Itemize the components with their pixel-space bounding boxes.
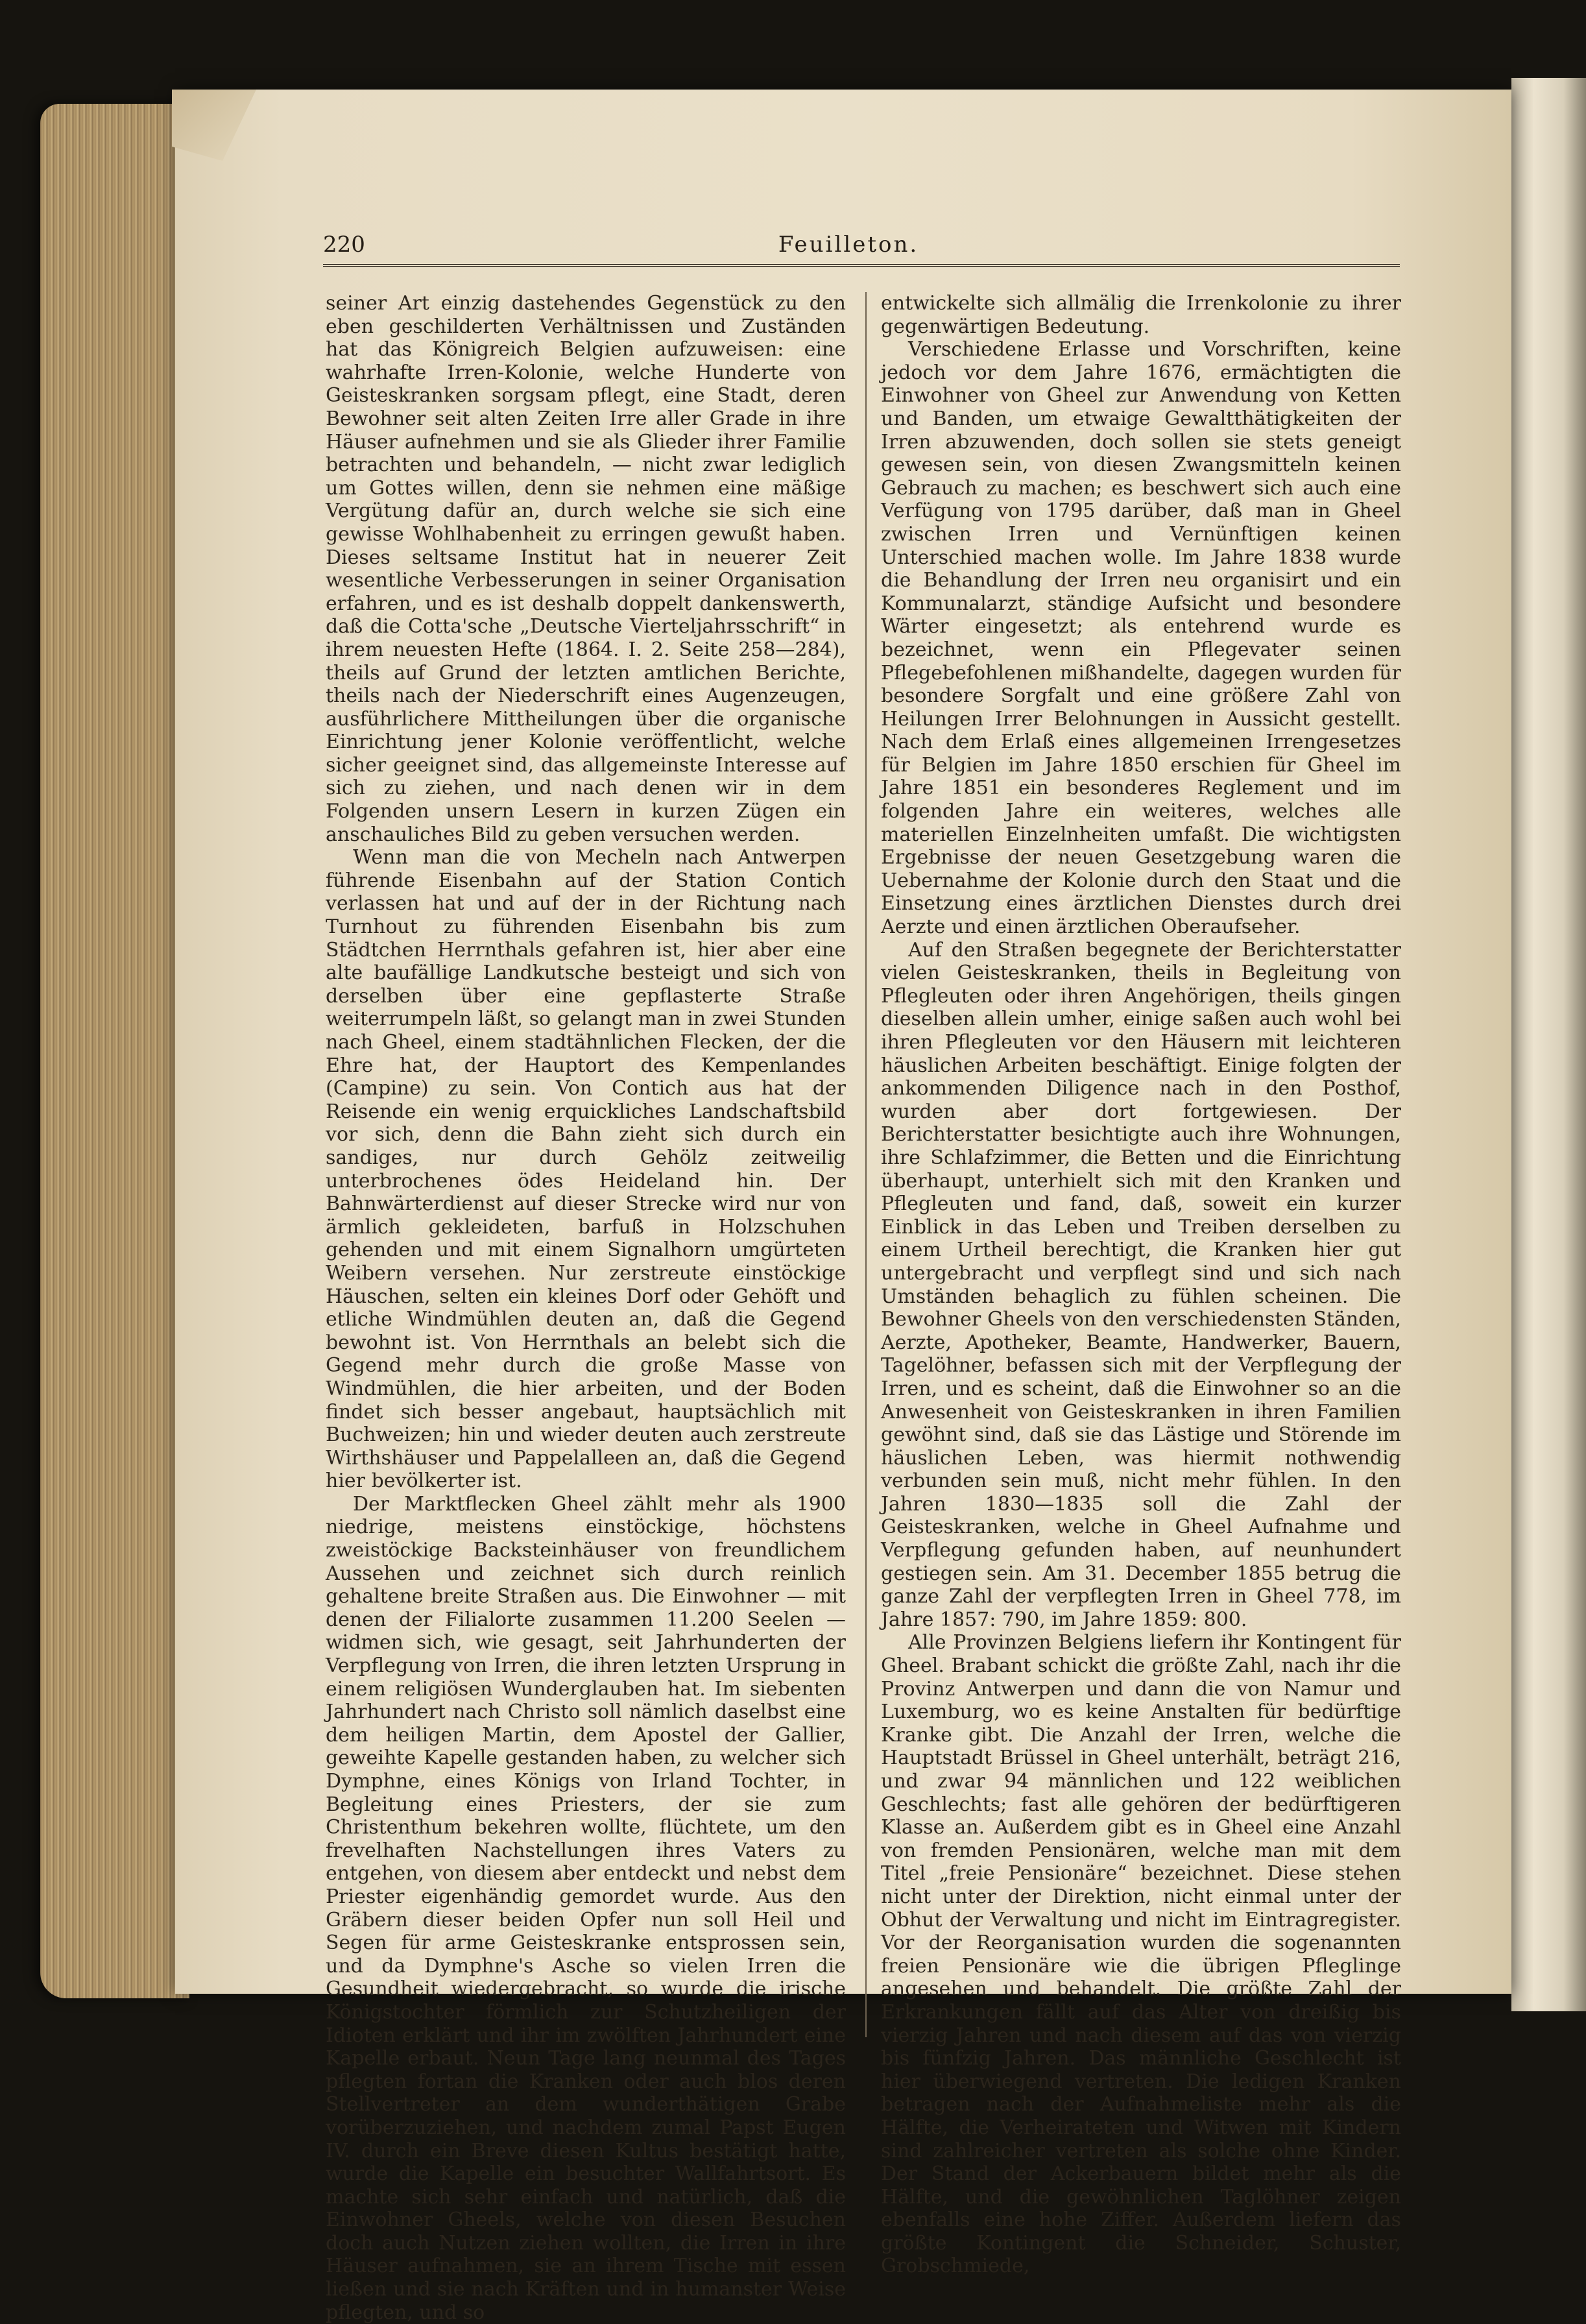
running-title: Feuilleton. (778, 232, 919, 258)
text-column-left (326, 292, 846, 2324)
paragraph: Der Marktflecken Gheel zählt mehr als 1900 niedrige, meistens einstöckige, höchstens zweistöckige Backsteinhäuser von freundlichem Aussehen und zeichnet sich durch reinlich gehaltene breite Straßen aus. Die Einwohner — mit denen der Filialorte zusammen 11.200 Seelen — widmen sich, wie gesagt, seit Jahrhunderten der Verpflegung von Irren, die ihren letzten Ursprung in einem religiösen Wunderglauben hat. Im siebenten Jahrhundert nach Christo soll nämlich daselbst eine dem heiligen Martin, dem Apostel der Gallier, geweihte Kapelle gestanden haben, zu welcher sich Dymphne, eines Königs von Irland Tochter, in Begleitung eines Priesters, der sie zum Christenthum bekehren wollte, flüchtete, um den frevelhaften Nachstellungen ihres Vaters zu entgehen, von diesem aber entdeckt und nebst dem Priester eigenhändig gemordet wurde. Aus den Gräbern dieser beiden Opfer nun soll Heil und Segen für arme Geisteskranke entsprossen sein, und da Dymphne's Asche so vielen Irren die Gesundheit wiedergebracht, so wurde die irische Königstochter förmlich zur Schutzheiligen der Idioten erklärt und ihr im zwölften Jahrhundert eine Kapelle erbaut. Neun Tage lang neunmal des Tages pflegten fortan die Kranken oder auch blos deren Stellvertreter an dem wunderthätigen Grabe vorüberzuziehen, und nachdem zumal Papst Eugen IV. durch ein Breve diesen Kultus bestätigt hatte, wurde die Kapelle ein besuchter Wallfahrtsort. Es machte sich sehr einfach und natürlich, daß die Einwohner Gheels, welche von diesen Besuchen doch auch Nutzen ziehen wollten, die Irren in ihre Häuser aufnahmen, sie an ihrem Tische mit essen ließen und sie nach Kräften und in humanster Weise pflegten, und so (326, 1492, 846, 2324)
paragraph: entwickelte sich allmälig die Irrenkolonie zu ihrer gegenwärtigen Bedeutung. (881, 292, 1401, 338)
paragraph: Wenn man die von Mecheln nach Antwerpen führende Eisenbahn auf der Station Contich verlassen hat und auf der in der Richtung nach Turnhout zu führenden Eisenbahn bis zum Städtchen Herrnthals gefahren ist, hier aber eine alte baufällige Landkutsche besteigt und sich von derselben über eine gepflasterte Straße weiterrumpeln läßt, so gelangt man in zwei Stunden nach Gheel, einem stadtähnlichen Flecken, der die Ehre hat, der Hauptort des Kempenlandes (Campine) zu sein. Von Contich aus hat der Reisende ein wenig erquickliches Landschaftsbild vor sich, denn die Bahn zieht sich durch ein sandiges, nur durch Gehölz zeitweilig unterbrochenes ödes Heideland hin. Der Bahnwärterdienst auf dieser Strecke wird nur von ärmlich gekleideten, barfuß in Holzschuhen gehenden und mit einem Signalhorn umgürteten Weibern versehen. Nur zerstreute einstöckige Häuschen, selten ein kleines Dorf oder Gehöft und etliche Windmühlen deuten an, daß die Gegend bewohnt ist. Von Herrnthals an belebt sich die Gegend mehr durch die große Masse von Windmühlen, die hier arbeiten, und der Boden findet sich besser angebaut, hauptsächlich mit Buchweizen; hin und wieder deuten auch zerstreute Wirthshäuser und Pappelalleen an, daß die Gegend hier bevölkerter ist. (326, 846, 846, 1493)
paragraph: Verschiedene Erlasse und Vorschriften, keine jedoch vor dem Jahre 1676, ermächtigten die Einwohner von Gheel zur Anwendung von Ketten und Banden, um etwaige Gewaltthätigkeiten der Irren abzuwenden, doch sollen sie stets geneigt gewesen sein, von diesen Zwangsmitteln keinen Gebrauch zu machen; es beschwert sich auch eine Verfügung von 1795 darüber, daß man in Gheel zwischen Irren und Vernünftigen keinen Unterschied machen wolle. Im Jahre 1838 wurde die Behandlung der Irren neu organisirt und ein Kommunalarzt, ständige Aufsicht und besondere Wärter eingesetzt; als entehrend wurde es bezeichnet, wenn ein Pflegevater seinen Pflegebefohlenen mißhandelte, dagegen wurden für besondere Sorgfalt und eine größere Zahl von Heilungen Irrer Belohnungen in Aussicht gestellt. Nach dem Erlaß eines allgemeinen Irrengesetzes für Belgien im Jahre 1850 erschien für Gheel im Jahre 1851 ein besonderes Reglement und im folgenden Jahre ein weiteres, welches alle materiellen Einzelnheiten umfaßt. Die wichtigsten Ergebnisse der neuen Gesetzgebung waren die Uebernahme der Kolonie durch den Staat und die Einsetzung eines ärztlichen Dienstes durch drei Aerzte und einen ärztlichen Oberaufseher. (881, 338, 1401, 939)
page-number: 220 (323, 232, 365, 258)
facing-page-edge (1511, 78, 1586, 2011)
paragraph: Alle Provinzen Belgiens liefern ihr Kontingent für Gheel. Brabant schickt die größte Zahl, nach ihr die Provinz Antwerpen und dann die von Namur und Luxemburg, wo es keine Anstalten für bedürftige Kranke gibt. Die Anzahl der Irren, welche die Hauptstadt Brüssel in Gheel unterhält, beträgt 216, und zwar 94 männlichen und 122 weiblichen Geschlechts; fast alle gehören der bedürftigeren Klasse an. Außerdem gibt es in Gheel eine Anzahl von fremden Pensionären, welche man mit dem Titel „freie Pensionäre“ bezeichnet. Diese stehen nicht unter der Direktion, nicht einmal unter der Obhut der Verwaltung und nicht im Eintragregister. Vor der Reorganisation wurden die sogenannten freien Pensionäre wie die übrigen Pfleglinge angesehen und behandelt. Die größte Zahl der Erkrankungen fällt auf das Alter von dreißig bis vierzig Jahren und nach diesem auf das von vierzig bis fünfzig Jahren. Das männliche Geschlecht ist hier überwiegend vertreten. Die ledigen Kranken betragen nach der Aufnahmeliste mehr als die Hälfte, die Verheirateten und Witwen mit Kindern sind zahlreicher vertreten als solche ohne Kinder. Der Stand der Ackerbauern bildet mehr als die Hälfte, und die gewöhnlichen Taglöhner zeigen ebenfalls eine hohe Ziffer. Außerdem liefern das größte Kontingent die Schneider, Schuster, Grobschmiede, (881, 1631, 1401, 2278)
page-header (323, 232, 1374, 263)
text-column-right (881, 292, 1401, 2278)
paragraph: Auf den Straßen begegnete der Berichterstatter vielen Geisteskranken, theils in Begleitung von Pflegleuten oder ihren Angehörigen, theils gingen dieselben allein umher, einige saßen auch wohl bei ihren Pflegleuten vor den Häusern mit leichteren häuslichen Arbeiten beschäftigt. Einige folgten der ankommenden Diligence nach in den Posthof, wurden aber dort fortgewiesen. Der Berichterstatter besichtigte auch ihre Wohnungen, ihre Schlafzimmer, die Betten und die Einrichtung überhaupt, unterhielt sich mit den Kranken und Pflegleuten und fand, daß, soweit ein kurzer Einblick in das Leben und Treiben derselben zu einem Urtheil berechtigt, die Kranken hier gut untergebracht und verpflegt sind und sich nach Umständen behaglich zu fühlen scheinen. Die Bewohner Gheels von den verschiedensten Ständen, Aerzte, Apotheker, Beamte, Handwerker, Bauern, Tagelöhner, befassen sich mit der Verpflegung der Irren, und es scheint, daß die Einwohner so an die Anwesenheit von Geisteskranken in ihren Familien gewöhnt sind, daß sie das Lästige und Störende im häuslichen Leben, was hiermit nothwendig verbunden sein muß, nicht mehr fühlen. In den Jahren 1830—1835 soll die Zahl der Geisteskranken, welche in Gheel Aufnahme und Verpflegung gefunden haben, auf neunhundert gestiegen sein. Am 31. December 1855 betrug die ganze Zahl der verpflegten Irren in Gheel 778, im Jahre 1857: 790, im Jahre 1859: 800. (881, 938, 1401, 1631)
header-rule (323, 264, 1400, 267)
column-divider (865, 292, 867, 2037)
paragraph: seiner Art einzig dastehendes Gegenstück zu den eben geschilderten Verhältnissen und Zuständen hat das Königreich Belgien aufzuweisen: eine wahrhafte Irren-Kolonie, welche Hunderte von Geisteskranken sorgsam pflegt, eine Stadt, deren Bewohner seit alten Zeiten Irre aller Grade in ihre Häuser aufnehmen und sie als Glieder ihrer Familie betrachten und behandeln, — nicht zwar lediglich um Gottes willen, denn sie nehmen eine mäßige Vergütung dafür an, durch welche sie sich eine gewisse Wohlhabenheit zu erringen gewußt haben. Dieses seltsame Institut hat in neuerer Zeit wesentliche Verbesserungen in seiner Organisation erfahren, und es ist deshalb doppelt dankenswerth, daß die Cotta'sche „Deutsche Vierteljahrsschrift“ in ihrem neuesten Hefte (1864. I. 2. Seite 258—284), theils auf Grund der letzten amtlichen Berichte, theils nach der Niederschrift eines Augenzeugen, ausführlichere Mittheilungen über die organische Einrichtung jener Kolonie veröffentlicht, welche sicher geeignet sind, das allgemeinste Interesse auf sich zu ziehen, und nach denen wir in dem Folgenden unsern Lesern in kurzen Zügen ein anschauliches Bild zu geben versuchen werden. (326, 292, 846, 846)
book-page-edges (40, 104, 189, 1998)
